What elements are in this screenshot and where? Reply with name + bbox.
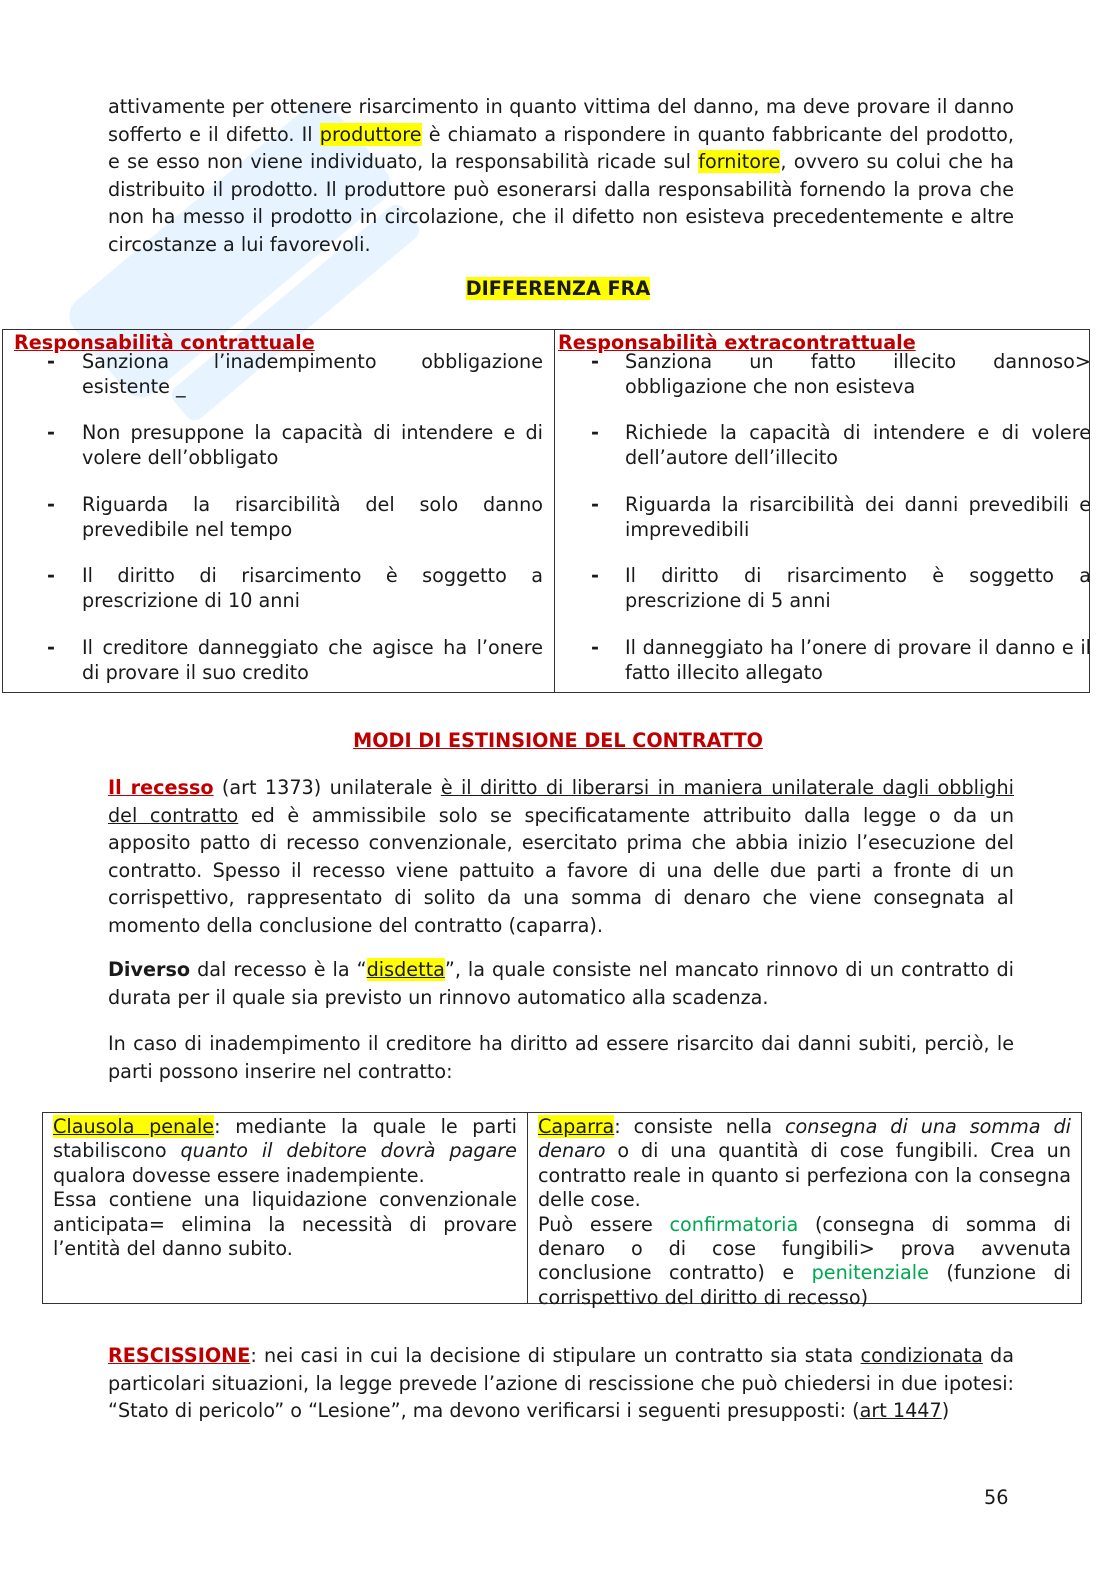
list-item: - Sanziona l’inadempimento obbligazione esistente _ bbox=[47, 350, 543, 398]
list-item: - Riguarda la risarcibilità del solo danno prevedibile nel tempo bbox=[47, 493, 543, 541]
caparra-label: Caparra bbox=[538, 1115, 615, 1138]
column-title-extracontrattuale: Responsabilità extracontrattuale bbox=[558, 331, 916, 354]
penitenziale-term: penitenziale bbox=[811, 1261, 929, 1285]
modi-heading: MODI DI ESTINSIONE DEL CONTRATTO bbox=[353, 729, 763, 752]
rescissione-paragraph: RESCISSIONE: nei casi in cui la decisione di stipulare un contratto sia stata condizionata da particolari situazioni, la legge prevede l’azione di rescissione che può chiedersi in due ipotesi: “Stato di pericolo” o “Lesione”, ma devono verificarsi i seguenti presupposti: (art 1447) bbox=[108, 1344, 1014, 1423]
cell-caparra: Caparra: consiste nella consegna di una somma di denaro o di una quantità di cose fungibili. Crea un contratto reale in quanto si perfeziona con la consegna delle cose. Può essere confirmatoria (consegna di somma di denaro o di cose fungibili> prova avvenuta conclusione contratto) e penitenziale (funzione di corrispettivo del diritto di recesso) bbox=[538, 1115, 1071, 1309]
highlight-fornitore: fornitore bbox=[698, 150, 781, 174]
list-item: - Il danneggiato ha l’onere di provare il danno e il fatto illecito allegato bbox=[591, 636, 1091, 684]
recesso-label: Il recesso bbox=[108, 776, 214, 799]
highlight-disdetta: disdetta bbox=[366, 958, 445, 981]
column-title-contrattuale: Responsabilità contrattuale bbox=[14, 331, 315, 354]
clausola-penale-label: Clausola penale bbox=[53, 1115, 215, 1138]
list-item: - Il creditore danneggiato che agisce ha l’onere di provare il suo credito bbox=[47, 636, 543, 684]
list-item: - Sanziona un fatto illecito dannoso> obbligazione che non esisteva bbox=[591, 350, 1091, 398]
list-item: - Richiede la capacità di intendere e di volere dell’autore dell’illecito bbox=[591, 421, 1091, 469]
highlight-produttore: produttore bbox=[319, 122, 422, 146]
comparison-table bbox=[2, 329, 1090, 693]
inadempimento-paragraph: In caso di inadempimento il creditore ha diritto ad essere risarcito dai danni subiti, perciò, le parti possono inserire nel contratto: bbox=[108, 1032, 1014, 1083]
rescissione-label: RESCISSIONE bbox=[108, 1344, 251, 1367]
clausole-table bbox=[42, 1112, 1082, 1309]
column-contrattuale bbox=[3, 330, 555, 692]
intro-paragraph: attivamente per ottenere risarcimento in quanto vittima del danno, ma deve provare il danno sofferto e il difetto. Il produttore è chiamato a rispondere in quanto fabbricante del prodotto, e se esso non viene individuato, la responsabilità ricade sul fornitore, ovvero su colui che ha distribuito il prodotto. Il produttore può esonerarsi dalla responsabilità fornendo la prova che non ha messo il prodotto in circolazione, che il difetto non esisteva precedentemente e altre circostanze a lui favorevoli. bbox=[108, 95, 1014, 256]
list-item: - Non presuppone la capacità di intendere e di volere dell’obbligato bbox=[47, 421, 543, 469]
list-item: - Il diritto di risarcimento è soggetto a prescrizione di 5 anni bbox=[591, 564, 1091, 612]
disdetta-paragraph: Diverso dal recesso è la “disdetta”, la quale consiste nel mancato rinnovo di un contratto di durata per il quale sia previsto un rinnovo automatico alla scadenza. bbox=[108, 958, 1014, 1009]
list-item: - Riguarda la risarcibilità dei danni prevedibili e imprevedibili bbox=[591, 493, 1091, 541]
column-extracontrattuale bbox=[555, 330, 1089, 692]
list-item: - Il diritto di risarcimento è soggetto a prescrizione di 10 anni bbox=[47, 564, 543, 612]
differenza-heading: DIFFERENZA FRA bbox=[465, 277, 651, 300]
confirmatoria-term: confirmatoria bbox=[669, 1212, 799, 1236]
recesso-paragraph: Il recesso (art 1373) unilaterale è il diritto di liberarsi in maniera unilaterale dagli obblighi del contratto ed è ammissibile solo se specificatamente attribuito dalla legge o da un apposito patto di recesso convenzionale, esercitato prima che abbia inizio l’esecuzione del contratto. Spesso il recesso viene pattuito a favore di una delle due parti a fronte di un corrispettivo, rappresentato di solito da una somma di denaro che viene consegnata al momento della conclusione del contratto (caparra). bbox=[108, 776, 1014, 937]
page-number: 56 bbox=[984, 1486, 1009, 1509]
cell-clausola-penale: Clausola penale: mediante la quale le parti stabiliscono quanto il debitore dovrà pagare qualora dovesse essere inadempiente. Essa contiene una liquidazione convenzionale anticipata= elimina la necessità di provare l’entità del danno subito. bbox=[43, 1113, 528, 1303]
